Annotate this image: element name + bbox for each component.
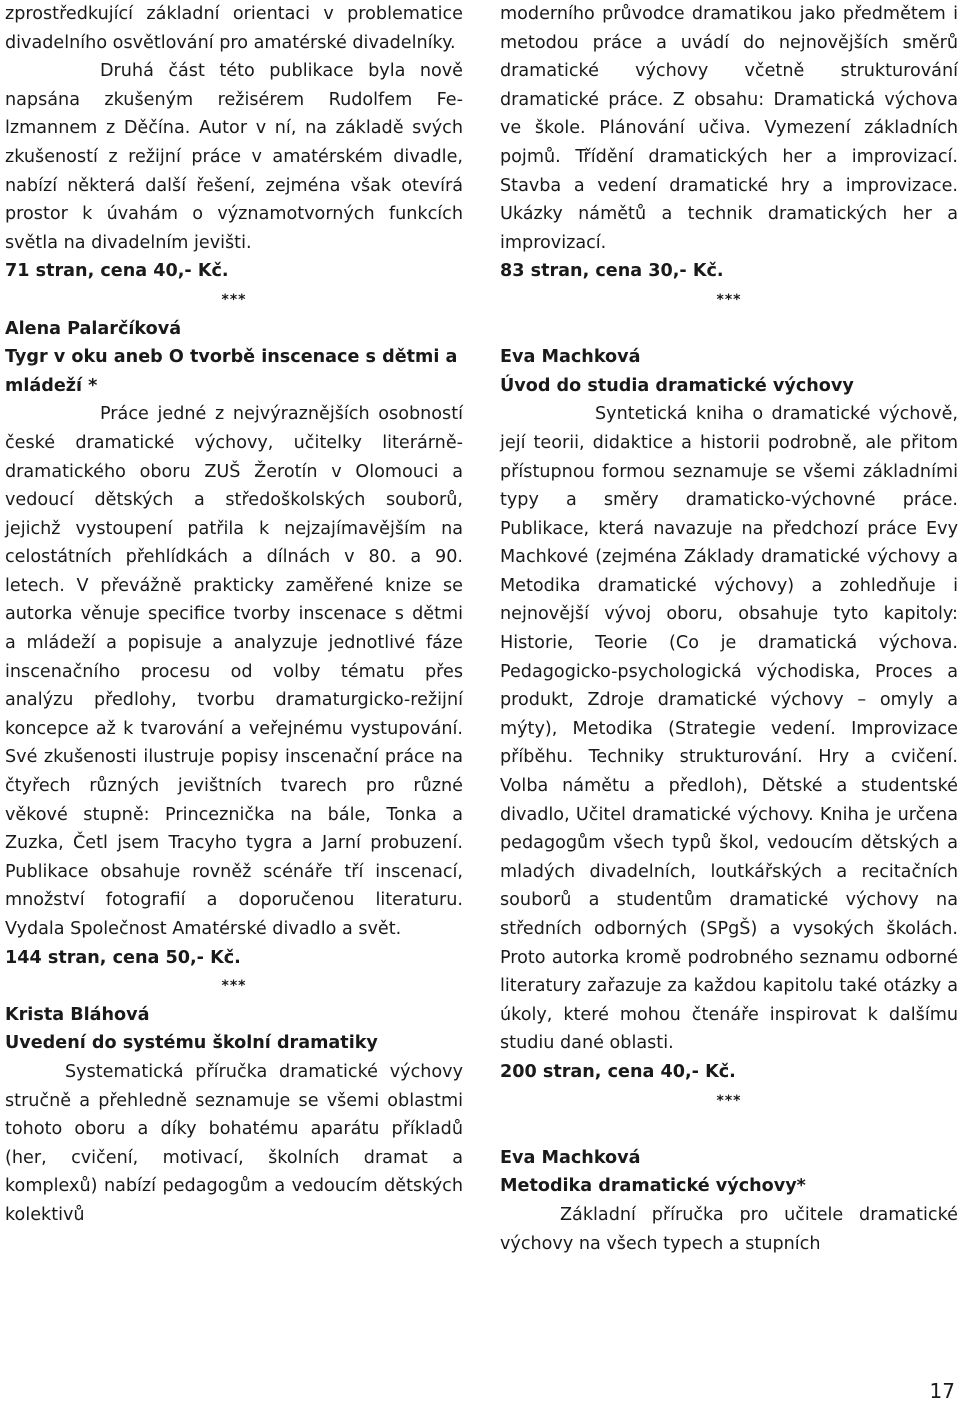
right-column xyxy=(500,0,958,1258)
book-title: Uvedení do systému školní dramatiky xyxy=(5,1033,378,1054)
section-separator: *** xyxy=(716,1092,742,1109)
price-label: 200 stran, cena 40,- Kč. xyxy=(500,1061,736,1082)
continuation-paragraph: moderního průvodce dramatikou jako předmětem i metodou práce a uvádí do nejnovějších směrů dramatické výchovy včetně strukturování dramatické práce. Z obsahu: Dramatická výchova ve škole. Plánování učiva. Vymezení základních pojmů. Třídění dramatických her a improvizací. Stavba a vedení dramatické hry a improvizace. Ukázky námětů a technik dramatických her a improvizací. xyxy=(500,4,958,253)
left-column xyxy=(5,0,463,1230)
book-title: Metodika dramatické výchovy* xyxy=(500,1176,806,1197)
price-label: 144 stran, cena 50,- Kč. xyxy=(5,947,241,968)
book-description: Práce jedné z nejvýraznějších osobností české dramatické výchovy, učitelky literárně-dramatického oboru ZUŠ Žerotín v Olomouci a vedoucí dětských a středoškolských souborů, jejichž vystoupení patřila k nejzajímavějším na celostátních přehlídkách a dílnách v 80. a 90. letech. V převážně prakticky zaměřené knize se autorka věnuje specifice tvorby inscenace s dětmi a mládeží a popisuje a analyzuje jednotlivé fáze inscenačního procesu od volby tématu přes analýzu předlohy, tvorbu dramaturgicko-režijní koncepce až k tvarování a veřejnému vystupování. Své zkušenosti ilustruje popisy inscenační práce na čtyřech různých jevištních tvarech pro různé věkové stupně: Princeznička na bále, Tonka a Zuzka, Četl jsem Tracyho tygra a Jarní probuzení. Publikace obsahuje rovněž scénáře tří inscenací, množství fotografií a doporučenou literaturu. Vydala Společnost Amatérské divadlo a svět. xyxy=(5,404,463,939)
book-author: Eva Machková xyxy=(500,347,641,368)
section-separator: *** xyxy=(716,291,742,308)
page-number: 17 xyxy=(929,1379,955,1403)
intro-paragraph-1: zprostředkující základní orientaci v problematice divadelního osvětlování pro amatérské divadelníky. xyxy=(5,4,463,53)
price-label: 71 stran, cena 40,- Kč. xyxy=(5,261,229,282)
book-author: Eva Machková xyxy=(500,1147,641,1168)
book-title: Úvod do studia dramatické výchovy xyxy=(500,375,854,396)
book-description: Syntetická kniha o dramatické výchově, její teorii, didaktice a historii podrobně, ale přitom přístupnou formou seznamuje se všemi základními typy a směry dramaticko-výchovné práce. Publikace, která navazuje na předchozí práce Evy Machkové (zejména Základy dramatické výchovy a Metodika dramatické výchovy) a zohledňuje i nejnovější vývoj oboru, obsahuje tyto kapitoly: Historie, Teorie (Co je dramatická výchova. Pedagogicko-psychologická východiska, Proces a produkt, Zdroje dramatické výchovy – omyly a mýty), Metodika (Strategie vedení. Improvizace příběhu. Techniky strukturování. Hry a cvičení. Volba námětu a předloh), Dětské a studentské divadlo, Učitel dramatické výchovy. Kniha je určena pedagogům všech typů škol, vedoucím dětských a mladých divadelních, loutkářských a recitačních souborů a studentům dramatické výchovy na středních odborných (SPgŠ) a vysokých školách. Proto autorka kromě podrobného seznamu odborné literatury zařazuje za každou kapitolu také otázky a úkoly, které mohou čtenáře inspirovat k dalšímu studiu dané oblasti. xyxy=(500,404,958,1054)
book-author: Alena Palarčíková xyxy=(5,318,182,339)
intro-paragraph-2: Druhá část této publikace byla nově napsána zkušeným režisérem Rudolfem Felzmannem z Děčína. Autor v ní, na základě svých zkušeností z režijní práce v amatérském divadle, nabízí některá další řešení, zejména však otevírá prostor k úvahám o významotvorných funkcích světla na divadelním jevišti. xyxy=(5,61,463,253)
section-separator: *** xyxy=(221,291,247,308)
book-title: Tygr v oku aneb O tvorbě inscenace s dětmi a mládeží * xyxy=(5,347,458,396)
price-label: 83 stran, cena 30,- Kč. xyxy=(500,261,724,282)
spacer xyxy=(500,315,958,344)
spacer xyxy=(500,1115,958,1144)
book-author: Krista Bláhová xyxy=(5,1004,150,1025)
book-description: Základní příručka pro učitele dramatické výchovy na všech typech a stupních xyxy=(500,1204,958,1254)
section-separator: *** xyxy=(221,978,247,995)
book-description: Systematická příručka dramatické výchovy stručně a přehledně seznamuje se všemi oblastmi tohoto oboru a díky bohatému aparátu příkladů (her, cvičení, motivací, školních dramat a komplexů) nabízí pedagogům a vedoucím dětských kolektivů xyxy=(5,1061,463,1225)
